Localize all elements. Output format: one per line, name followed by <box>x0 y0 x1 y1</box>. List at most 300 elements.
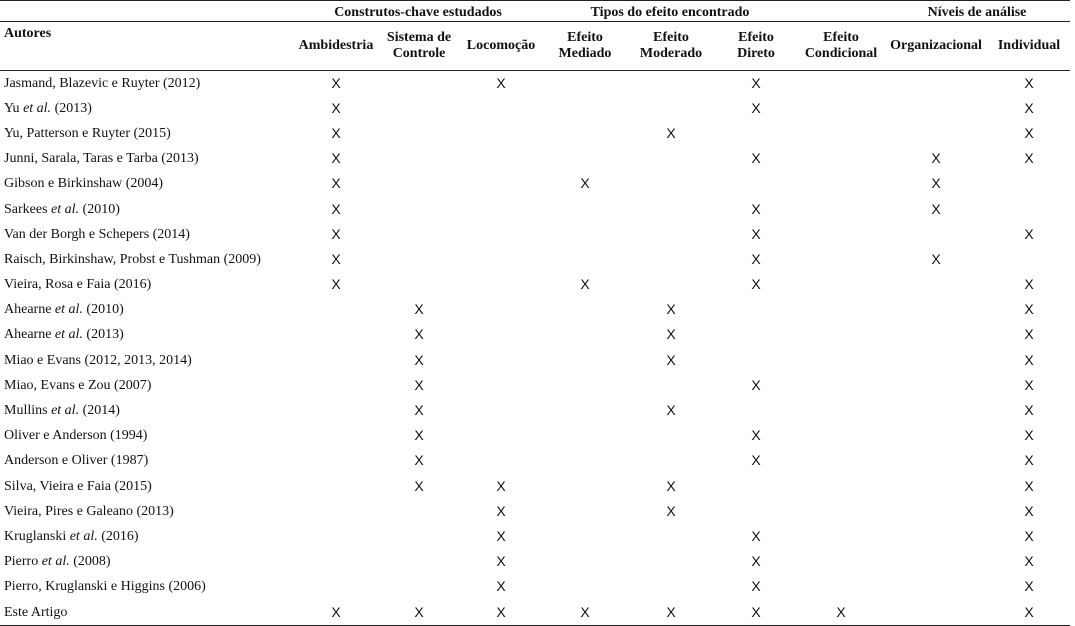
cell-efeito-mediado <box>542 197 628 222</box>
author-text: (2013) <box>82 327 124 343</box>
author-cell <box>0 449 294 474</box>
cell-sistema-controle <box>378 172 460 197</box>
cell-sistema-controle <box>378 147 460 172</box>
cell-sistema-controle <box>378 298 460 323</box>
cell-individual <box>988 424 1070 449</box>
table-row <box>0 71 1070 97</box>
cell-locomocao <box>460 424 542 449</box>
cell-locomocao <box>460 474 542 499</box>
author-text: (2016) <box>97 528 139 544</box>
author-text: Anderson e Oliver (1987) <box>4 453 149 469</box>
cell-efeito-moderado <box>628 424 714 449</box>
author-text: Gibson e Birkinshaw (2004) <box>4 176 164 192</box>
check-mark: X <box>496 74 506 91</box>
author-text: Vieira, Rosa e Faia (2016) <box>4 277 152 293</box>
cell-locomocao <box>460 575 542 600</box>
author-text: Junni, Sarala, Taras e Tarba (2013) <box>4 151 199 167</box>
author-cell <box>0 147 294 172</box>
check-mark: X <box>414 603 424 620</box>
cell-organizacional <box>884 121 988 146</box>
cell-efeito-direto <box>714 524 798 549</box>
table-row <box>0 499 1070 524</box>
check-mark: X <box>496 477 506 494</box>
author-text: Este Artigo <box>4 604 68 620</box>
author-text: Ahearne <box>4 327 55 343</box>
table-row <box>0 121 1070 146</box>
cell-organizacional <box>884 273 988 298</box>
table-row <box>0 96 1070 121</box>
cell-efeito-moderado <box>628 575 714 600</box>
cell-ambidestria <box>294 247 378 272</box>
check-mark: X <box>751 427 761 444</box>
cell-efeito-condicional <box>798 298 884 323</box>
check-mark: X <box>414 351 424 368</box>
cell-efeito-moderado <box>628 398 714 423</box>
check-mark: X <box>1024 351 1034 368</box>
cell-locomocao <box>460 348 542 373</box>
cell-ambidestria <box>294 121 378 146</box>
cell-organizacional <box>884 197 988 222</box>
cell-efeito-direto <box>714 222 798 247</box>
check-mark: X <box>751 150 761 167</box>
cell-locomocao <box>460 298 542 323</box>
cell-efeito-direto <box>714 575 798 600</box>
check-mark: X <box>751 553 761 570</box>
cell-individual <box>988 197 1070 222</box>
check-mark: X <box>751 99 761 116</box>
cell-locomocao <box>460 449 542 474</box>
check-mark: X <box>751 452 761 469</box>
cell-sistema-controle <box>378 474 460 499</box>
author-text: (2010) <box>79 201 120 217</box>
cell-locomocao <box>460 147 542 172</box>
cell-individual <box>988 222 1070 247</box>
cell-efeito-moderado <box>628 323 714 348</box>
author-cell <box>0 121 294 146</box>
author-etal: et al. <box>69 528 98 544</box>
check-mark: X <box>1024 603 1034 620</box>
col-ambidestria: Ambidestria <box>294 22 378 71</box>
group-levels: Níveis de análise <box>884 1 1070 22</box>
cell-individual <box>988 71 1070 97</box>
cell-ambidestria <box>294 172 378 197</box>
check-mark: X <box>931 200 941 217</box>
col-locomocao: Locomoção <box>460 22 542 71</box>
check-mark: X <box>580 175 590 192</box>
cell-efeito-direto <box>714 474 798 499</box>
author-text: Ahearne <box>4 302 55 318</box>
author-cell <box>0 398 294 423</box>
cell-efeito-moderado <box>628 71 714 97</box>
cell-ambidestria <box>294 348 378 373</box>
author-etal: et al. <box>51 201 80 217</box>
cell-efeito-mediado <box>542 247 628 272</box>
table-row <box>0 398 1070 423</box>
table-row <box>0 575 1070 600</box>
check-mark: X <box>496 578 506 595</box>
check-mark: X <box>414 477 424 494</box>
check-mark: X <box>580 603 590 620</box>
author-text: Jasmand, Blazevic e Ruyter (2012) <box>4 75 201 91</box>
check-mark: X <box>666 351 676 368</box>
check-mark: X <box>331 225 341 242</box>
check-mark: X <box>331 603 341 620</box>
cell-efeito-mediado <box>542 96 628 121</box>
check-mark: X <box>751 200 761 217</box>
check-mark: X <box>414 427 424 444</box>
author-cell <box>0 172 294 197</box>
col-authors: Autores <box>0 22 294 71</box>
table-row <box>0 197 1070 222</box>
check-mark: X <box>751 603 761 620</box>
cell-efeito-moderado <box>628 348 714 373</box>
cell-sistema-controle <box>378 222 460 247</box>
cell-efeito-direto <box>714 247 798 272</box>
check-mark: X <box>666 477 676 494</box>
author-text: Vieira, Pires e Galeano (2013) <box>4 503 174 519</box>
cell-efeito-mediado <box>542 71 628 97</box>
table-row <box>0 298 1070 323</box>
author-text: Van der Borgh e Schepers (2014) <box>4 226 190 242</box>
cell-individual <box>988 398 1070 423</box>
table-row <box>0 348 1070 373</box>
cell-efeito-mediado <box>542 222 628 247</box>
cell-efeito-moderado <box>628 147 714 172</box>
check-mark: X <box>751 225 761 242</box>
cell-efeito-condicional <box>798 449 884 474</box>
cell-sistema-controle <box>378 424 460 449</box>
cell-individual <box>988 348 1070 373</box>
cell-efeito-condicional <box>798 474 884 499</box>
cell-efeito-moderado <box>628 499 714 524</box>
cell-efeito-condicional <box>798 550 884 575</box>
cell-locomocao <box>460 222 542 247</box>
cell-ambidestria <box>294 524 378 549</box>
check-mark: X <box>931 175 941 192</box>
cell-organizacional <box>884 323 988 348</box>
table-row <box>0 474 1070 499</box>
author-cell <box>0 499 294 524</box>
cell-individual <box>988 172 1070 197</box>
cell-individual <box>988 121 1070 146</box>
cell-efeito-condicional <box>798 575 884 600</box>
cell-organizacional <box>884 550 988 575</box>
cell-organizacional <box>884 348 988 373</box>
check-mark: X <box>496 553 506 570</box>
col-mediado-line2: Mediado <box>558 46 612 61</box>
author-etal: et al. <box>54 302 83 318</box>
author-cell <box>0 474 294 499</box>
col-efeito-direto <box>714 22 798 71</box>
author-etal: et al. <box>41 554 70 570</box>
cell-efeito-condicional <box>798 247 884 272</box>
col-sistema-controle <box>378 22 460 71</box>
group-header-row <box>0 1 1070 22</box>
table-row <box>0 449 1070 474</box>
col-condicional-line1: Efeito <box>823 30 859 45</box>
cell-individual <box>988 524 1070 549</box>
table-row <box>0 273 1070 298</box>
check-mark: X <box>751 527 761 544</box>
cell-individual <box>988 96 1070 121</box>
cell-efeito-condicional <box>798 197 884 222</box>
cell-individual <box>988 550 1070 575</box>
cell-efeito-direto <box>714 96 798 121</box>
author-text: Miao e Evans (2012, 2013, 2014) <box>4 352 192 368</box>
cell-efeito-mediado <box>542 499 628 524</box>
author-text: Raisch, Birkinshaw, Probst e Tushman (2009) <box>4 251 261 267</box>
check-mark: X <box>666 124 676 141</box>
cell-locomocao <box>460 197 542 222</box>
cell-individual <box>988 247 1070 272</box>
cell-individual <box>988 449 1070 474</box>
check-mark: X <box>496 502 506 519</box>
cell-efeito-mediado <box>542 575 628 600</box>
check-mark: X <box>1024 553 1034 570</box>
cell-locomocao <box>460 499 542 524</box>
cell-locomocao <box>460 273 542 298</box>
author-cell <box>0 424 294 449</box>
check-mark: X <box>414 402 424 419</box>
cell-organizacional <box>884 172 988 197</box>
author-text: Yu, Patterson e Ruyter (2015) <box>4 125 171 141</box>
cell-efeito-condicional <box>798 71 884 97</box>
cell-ambidestria <box>294 499 378 524</box>
table-row <box>0 424 1070 449</box>
cell-organizacional <box>884 449 988 474</box>
cell-efeito-direto <box>714 449 798 474</box>
check-mark: X <box>751 250 761 267</box>
cell-efeito-moderado <box>628 524 714 549</box>
cell-ambidestria <box>294 71 378 97</box>
cell-efeito-moderado <box>628 550 714 575</box>
cell-ambidestria <box>294 550 378 575</box>
cell-locomocao <box>460 121 542 146</box>
cell-efeito-direto <box>714 323 798 348</box>
cell-locomocao <box>460 398 542 423</box>
cell-efeito-direto <box>714 121 798 146</box>
cell-sistema-controle <box>378 247 460 272</box>
check-mark: X <box>666 326 676 343</box>
col-direto-line2: Direto <box>737 46 775 61</box>
cell-efeito-condicional <box>798 147 884 172</box>
cell-efeito-mediado <box>542 298 628 323</box>
col-direto-line1: Efeito <box>738 30 774 45</box>
cell-individual <box>988 575 1070 600</box>
check-mark: X <box>666 402 676 419</box>
cell-ambidestria <box>294 197 378 222</box>
author-text: (2010) <box>82 302 124 318</box>
col-sistema-line2: Controle <box>392 46 446 61</box>
cell-efeito-direto <box>714 424 798 449</box>
check-mark: X <box>1024 150 1034 167</box>
author-cell <box>0 550 294 575</box>
cell-ambidestria <box>294 323 378 348</box>
cell-efeito-moderado <box>628 373 714 398</box>
check-mark: X <box>1024 326 1034 343</box>
author-text: (2008) <box>69 554 111 570</box>
col-mediado-line1: Efeito <box>567 30 603 45</box>
check-mark: X <box>414 301 424 318</box>
cell-efeito-condicional <box>798 499 884 524</box>
cell-locomocao <box>460 550 542 575</box>
author-cell <box>0 96 294 121</box>
author-etal: et al. <box>51 403 80 419</box>
cell-sistema-controle <box>378 550 460 575</box>
check-mark: X <box>331 250 341 267</box>
cell-organizacional <box>884 424 988 449</box>
cell-sistema-controle <box>378 398 460 423</box>
check-mark: X <box>1024 502 1034 519</box>
cell-sistema-controle <box>378 449 460 474</box>
cell-organizacional <box>884 373 988 398</box>
author-cell <box>0 197 294 222</box>
cell-efeito-condicional <box>798 273 884 298</box>
cell-sistema-controle <box>378 348 460 373</box>
author-cell <box>0 575 294 600</box>
cell-individual <box>988 600 1070 626</box>
table-row <box>0 147 1070 172</box>
cell-individual <box>988 298 1070 323</box>
cell-locomocao <box>460 600 542 626</box>
table-row <box>0 222 1070 247</box>
cell-efeito-direto <box>714 499 798 524</box>
cell-individual <box>988 373 1070 398</box>
cell-efeito-moderado <box>628 197 714 222</box>
author-cell <box>0 247 294 272</box>
cell-efeito-mediado <box>542 172 628 197</box>
table-row <box>0 323 1070 348</box>
cell-efeito-condicional <box>798 373 884 398</box>
cell-efeito-mediado <box>542 323 628 348</box>
cell-efeito-condicional <box>798 121 884 146</box>
col-sistema-line1: Sistema de <box>386 30 452 45</box>
cell-locomocao <box>460 524 542 549</box>
check-mark: X <box>331 74 341 91</box>
cell-organizacional <box>884 71 988 97</box>
cell-efeito-mediado <box>542 121 628 146</box>
col-moderado-line1: Efeito <box>653 30 689 45</box>
cell-efeito-direto <box>714 373 798 398</box>
col-efeito-mediado <box>542 22 628 71</box>
check-mark: X <box>1024 276 1034 293</box>
cell-ambidestria <box>294 273 378 298</box>
cell-locomocao <box>460 323 542 348</box>
cell-organizacional <box>884 575 988 600</box>
check-mark: X <box>414 452 424 469</box>
cell-individual <box>988 474 1070 499</box>
cell-sistema-controle <box>378 524 460 549</box>
check-mark: X <box>1024 527 1034 544</box>
cell-locomocao <box>460 247 542 272</box>
cell-organizacional <box>884 524 988 549</box>
cell-ambidestria <box>294 222 378 247</box>
cell-efeito-condicional <box>798 398 884 423</box>
cell-sistema-controle <box>378 323 460 348</box>
cell-efeito-direto <box>714 147 798 172</box>
cell-individual <box>988 273 1070 298</box>
check-mark: X <box>331 124 341 141</box>
cell-organizacional <box>884 247 988 272</box>
cell-ambidestria <box>294 449 378 474</box>
author-cell <box>0 273 294 298</box>
author-etal: et al. <box>54 327 83 343</box>
cell-efeito-condicional <box>798 172 884 197</box>
col-condicional-line2: Condicional <box>804 46 878 61</box>
check-mark: X <box>331 150 341 167</box>
cell-locomocao <box>460 96 542 121</box>
cell-efeito-mediado <box>542 424 628 449</box>
cell-efeito-moderado <box>628 96 714 121</box>
cell-sistema-controle <box>378 575 460 600</box>
cell-efeito-mediado <box>542 373 628 398</box>
cell-sistema-controle <box>378 96 460 121</box>
check-mark: X <box>1024 452 1034 469</box>
cell-efeito-moderado <box>628 474 714 499</box>
author-cell <box>0 373 294 398</box>
cell-organizacional <box>884 298 988 323</box>
cell-efeito-direto <box>714 298 798 323</box>
author-text: Pierro, Kruglanski e Higgins (2006) <box>4 579 206 595</box>
author-text: Yu <box>4 100 24 116</box>
check-mark: X <box>931 250 941 267</box>
cell-sistema-controle <box>378 373 460 398</box>
cell-ambidestria <box>294 575 378 600</box>
cell-sistema-controle <box>378 499 460 524</box>
col-efeito-moderado <box>628 22 714 71</box>
check-mark: X <box>1024 477 1034 494</box>
check-mark: X <box>1024 578 1034 595</box>
check-mark: X <box>1024 301 1034 318</box>
cell-efeito-direto <box>714 197 798 222</box>
cell-efeito-condicional <box>798 323 884 348</box>
table-row <box>0 600 1070 626</box>
col-moderado-line2: Moderado <box>639 46 703 61</box>
cell-locomocao <box>460 71 542 97</box>
cell-organizacional <box>884 600 988 626</box>
author-cell <box>0 323 294 348</box>
table-row <box>0 172 1070 197</box>
cell-efeito-mediado <box>542 147 628 172</box>
cell-ambidestria <box>294 398 378 423</box>
cell-efeito-moderado <box>628 247 714 272</box>
table-row <box>0 524 1070 549</box>
cell-efeito-direto <box>714 398 798 423</box>
cell-ambidestria <box>294 424 378 449</box>
author-text: Kruglanski <box>4 528 70 544</box>
author-cell <box>0 600 294 626</box>
cell-locomocao <box>460 373 542 398</box>
cell-locomocao <box>460 172 542 197</box>
author-etal: et al. <box>23 100 52 116</box>
cell-sistema-controle <box>378 71 460 97</box>
cell-organizacional <box>884 499 988 524</box>
author-cell <box>0 348 294 373</box>
author-text: Sarkees <box>4 201 52 217</box>
table-row <box>0 550 1070 575</box>
cell-efeito-direto <box>714 71 798 97</box>
cell-organizacional <box>884 474 988 499</box>
check-mark: X <box>1024 427 1034 444</box>
cell-efeito-condicional <box>798 524 884 549</box>
cell-efeito-moderado <box>628 222 714 247</box>
check-mark: X <box>496 603 506 620</box>
check-mark: X <box>580 276 590 293</box>
cell-efeito-condicional <box>798 96 884 121</box>
author-text: Pierro <box>4 554 42 570</box>
cell-ambidestria <box>294 298 378 323</box>
cell-efeito-mediado <box>542 449 628 474</box>
